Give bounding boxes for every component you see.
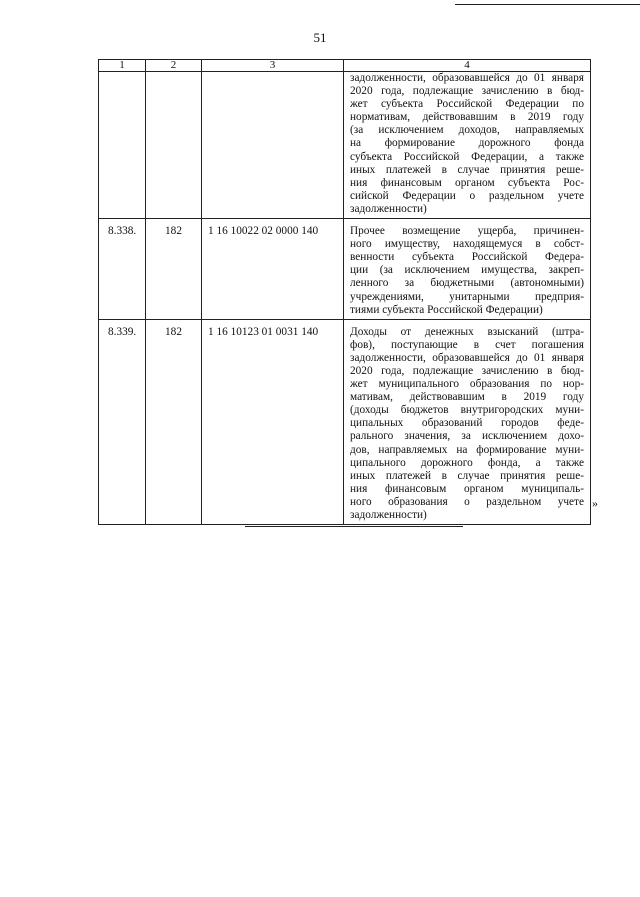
text-line: нормативам, действовавшим в 2019 году: [350, 111, 584, 124]
admin-code-cell: 182: [146, 219, 202, 320]
text-line: ния финансовым органом субъекта Рос-: [350, 176, 584, 189]
row-number-cell: [99, 72, 146, 219]
page-number: 51: [313, 30, 327, 45]
header-cell: 2: [146, 60, 202, 72]
text-line: сийской Федерации о раздельном учете: [350, 189, 584, 202]
bottom-rule: [245, 526, 463, 527]
header-cell: 4: [344, 60, 591, 72]
text-line: ния финансовым органом муниципаль-: [350, 482, 584, 495]
text-line: (доходы бюджетов внутригородских муни-: [350, 404, 584, 417]
row-name-cell: [344, 219, 591, 320]
table-header-row: [99, 60, 591, 72]
text-line: рального значения, за исключением дохо-: [350, 430, 584, 443]
text-line: мативам, действовавшим в 2019 году: [350, 391, 584, 404]
text-line: (за исключением доходов, направляемых: [350, 124, 584, 137]
text-line: иных платежей в случае принятия реше-: [350, 163, 584, 176]
text-line: фов), поступающие в счет погашения: [350, 338, 584, 351]
text-line: задолженности): [350, 202, 427, 215]
text-line: 2020 года, подлежащие зачислению в бюд-: [350, 85, 584, 98]
text-line: ного образования о раздельном учете: [350, 495, 584, 508]
text-line: 2020 года, подлежащие зачислению в бюд-: [350, 364, 584, 377]
text-line: дов, направляемых на формирование муни-: [350, 443, 584, 456]
text-line: задолженности, образовавшейся до 01 января: [350, 72, 584, 84]
text-line: задолженности, образовавшейся до 01 января: [350, 351, 584, 364]
text-line: ленного за бюджетными (автономными): [350, 277, 584, 290]
text-line: субъекта Российской Федерации, а также: [350, 150, 584, 163]
top-rule: [455, 4, 640, 5]
text-line: жет субъекта Российской Федерации по: [350, 98, 584, 111]
text-line: учреждениями, унитарными предприя-: [350, 290, 584, 303]
text-line: на формирование дорожного фонда: [350, 137, 584, 150]
text-line: Прочее возмещение ущерба, причинен-: [350, 225, 584, 238]
row-number-cell: 8.339.: [99, 319, 146, 524]
text-line: иных платежей в случае принятия реше-: [350, 469, 584, 482]
text-line: ципальных образований городов феде-: [350, 417, 584, 430]
kbk-cell: 1 16 10123 01 0031 140: [202, 319, 344, 524]
table-row: [99, 219, 591, 320]
budget-codes-table: [98, 59, 591, 525]
header-cell: 1: [99, 60, 146, 72]
text-line: задолженности): [350, 509, 427, 521]
table-row: [99, 319, 591, 524]
row-number-cell: 8.338.: [99, 219, 146, 320]
text-line: тиями субъекта Российской Федерации): [350, 303, 543, 316]
admin-code-cell: 182: [146, 319, 202, 524]
kbk-cell: [202, 72, 344, 219]
text-line: ципального дорожного фонда, а также: [350, 456, 584, 469]
text-line: ного имуществу, находящемуся в собст-: [350, 238, 584, 251]
table-row-continuation: [99, 72, 591, 219]
closing-quote: »: [592, 496, 598, 510]
text-line: венности субъекта Российской Федера-: [350, 251, 584, 264]
kbk-cell: 1 16 10022 02 0000 140: [202, 219, 344, 320]
header-cell: 3: [202, 60, 344, 72]
text-line: жет муниципального образования по нор-: [350, 378, 584, 391]
text-line: ции (за исключением имущества, закреп-: [350, 264, 584, 277]
row-name-cell: [344, 72, 591, 219]
text-line: Доходы от денежных взысканий (штра-: [350, 325, 584, 338]
row-name-cell: [344, 319, 591, 524]
admin-code-cell: [146, 72, 202, 219]
